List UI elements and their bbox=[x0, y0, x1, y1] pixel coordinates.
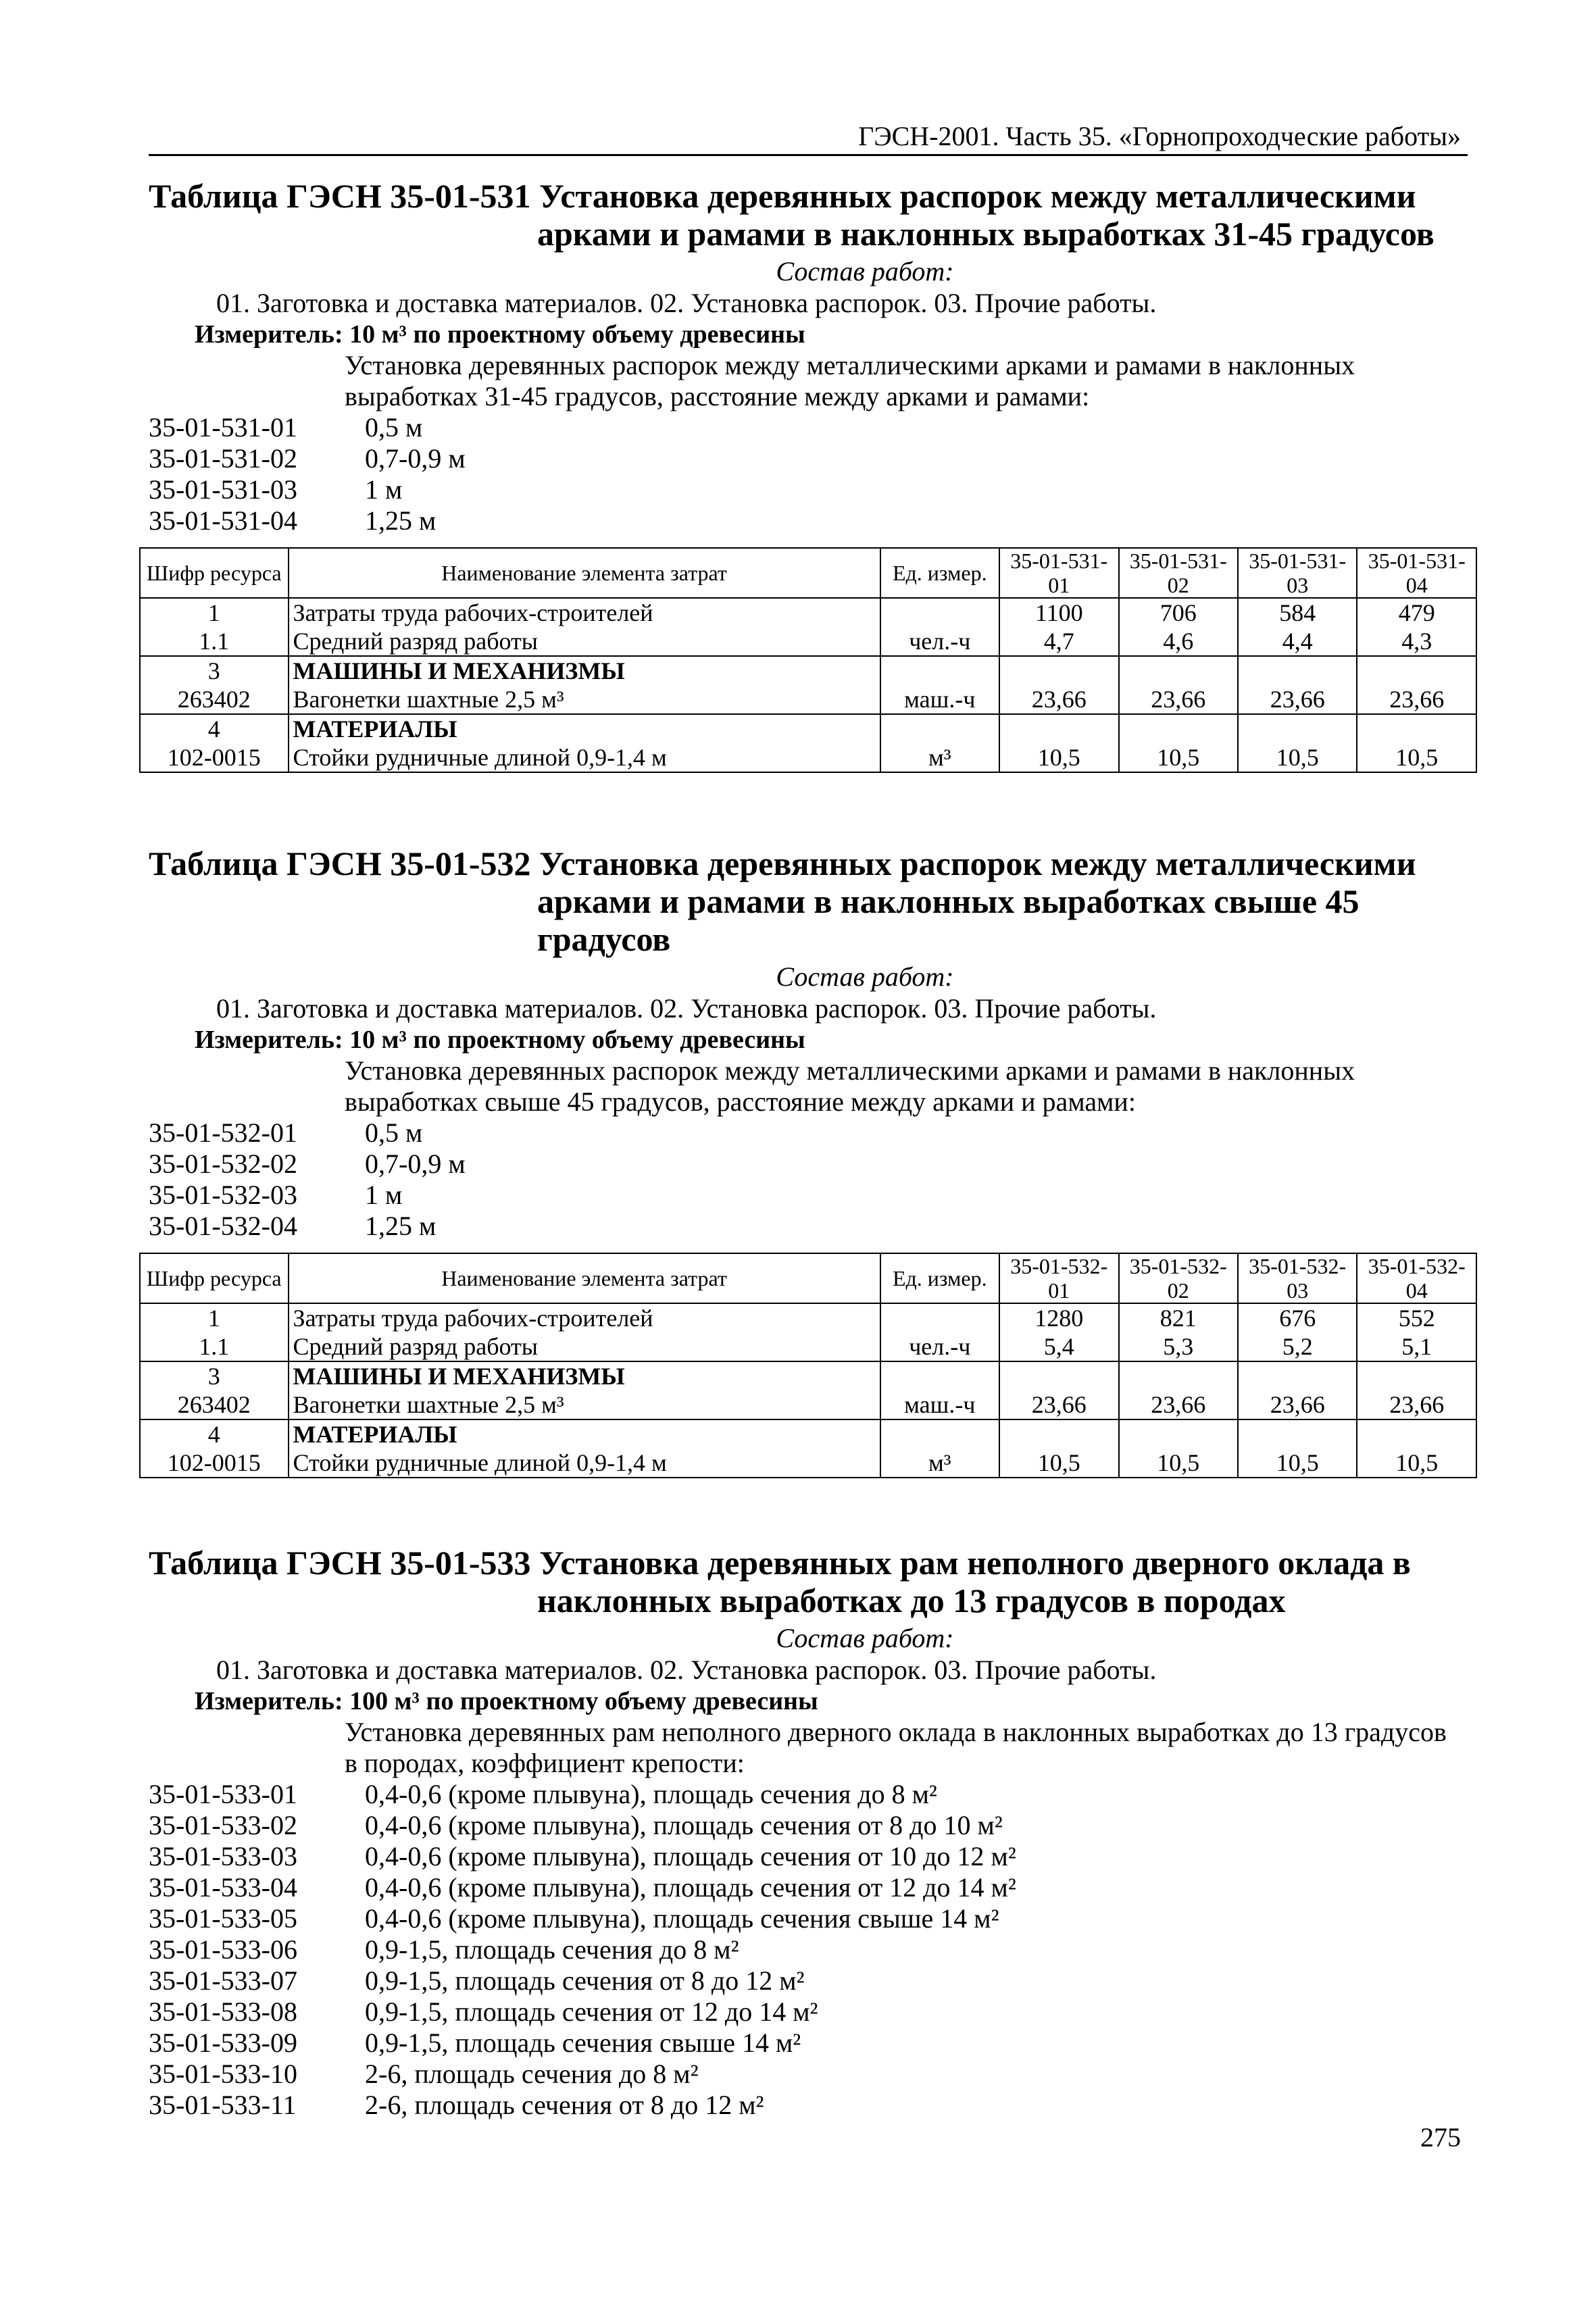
description-line: Установка деревянных рам неполного дверного оклада в наклонных выработках до 13 градусов bbox=[345, 1717, 1447, 1747]
code-number: 35-01-532-03 bbox=[149, 1180, 297, 1210]
code-number: 35-01-533-05 bbox=[149, 1903, 297, 1934]
code-row bbox=[149, 505, 1473, 536]
code-value: 0,5 м bbox=[365, 412, 423, 443]
resource-code-line: 263402 bbox=[177, 1391, 251, 1418]
section-532 bbox=[146, 845, 1473, 1478]
code-number: 35-01-533-07 bbox=[149, 1965, 297, 1996]
resource-unit bbox=[880, 656, 999, 714]
resource-value-line: 676 bbox=[1279, 1305, 1316, 1332]
code-row bbox=[149, 2028, 1473, 2059]
code-value: 0,9-1,5, площадь сечения от 8 до 12 м² bbox=[365, 1965, 805, 1996]
resource-value-line: 5,2 bbox=[1282, 1333, 1313, 1360]
code-number: 35-01-533-09 bbox=[149, 2028, 297, 2058]
resource-code-line: 263402 bbox=[177, 686, 251, 713]
table-row bbox=[140, 714, 1476, 772]
code-number: 35-01-532-01 bbox=[149, 1117, 297, 1148]
resource-value-line: 23,66 bbox=[1389, 1391, 1445, 1418]
resource-value-line: 10,5 bbox=[1157, 744, 1200, 771]
resource-unit-line: м³ bbox=[928, 1449, 951, 1476]
resource-table bbox=[139, 547, 1477, 773]
resource-code-line: 3 bbox=[207, 657, 220, 684]
resource-value bbox=[1357, 656, 1476, 714]
resource-value-line: 4,6 bbox=[1163, 628, 1194, 655]
resource-value-line: 4,3 bbox=[1401, 628, 1432, 655]
code-row bbox=[149, 1180, 1473, 1211]
code-value: 2-6, площадь сечения до 8 м² bbox=[365, 2059, 699, 2089]
code-row bbox=[149, 1841, 1473, 1872]
code-row bbox=[149, 443, 1473, 474]
resource-code bbox=[140, 1361, 289, 1419]
table-header-row bbox=[140, 548, 1476, 598]
code-row bbox=[149, 1117, 1473, 1149]
resource-name-line: Затраты труда рабочих-строителей bbox=[293, 599, 653, 626]
resource-code-line: 102-0015 bbox=[167, 744, 261, 771]
resource-code-line: 1.1 bbox=[199, 1333, 230, 1360]
code-row bbox=[149, 2090, 1473, 2121]
resource-unit bbox=[880, 1361, 999, 1419]
resource-code-line: 4 bbox=[207, 715, 220, 743]
code-number: 35-01-532-04 bbox=[149, 1211, 297, 1241]
code-number: 35-01-533-10 bbox=[149, 2059, 297, 2089]
table-row bbox=[140, 1361, 1476, 1419]
work-list: 01. Заготовка и доставка материалов. 02. Установка распорок. 03. Прочие работы. bbox=[216, 288, 1157, 318]
resource-value bbox=[1238, 656, 1357, 714]
resource-name-line: Затраты труда рабочих-строителей bbox=[293, 1305, 653, 1332]
resource-name-line: Стойки рудничные длиной 0,9-1,4 м bbox=[293, 1449, 667, 1476]
resource-unit-line: чел.-ч bbox=[909, 1333, 971, 1360]
resource-value bbox=[1357, 1303, 1476, 1361]
resource-value-line bbox=[1243, 657, 1352, 685]
title-line: арками и рамами в наклонных выработках 31-45 градусов bbox=[537, 215, 1435, 253]
resource-name bbox=[289, 714, 880, 772]
resource-value-line: 23,66 bbox=[1151, 1391, 1206, 1418]
title-line: Таблица ГЭСН 35-01-531 Установка деревянных распорок между металлическими bbox=[149, 177, 1416, 215]
resource-value-line: 1280 bbox=[1034, 1305, 1084, 1332]
code-number: 35-01-533-04 bbox=[149, 1872, 297, 1903]
description-line: Установка деревянных распорок между металлическими арками и рамами в наклонных bbox=[345, 350, 1355, 380]
code-value: 1,25 м bbox=[365, 1211, 437, 1241]
resource-value-line: 23,66 bbox=[1389, 686, 1445, 713]
running-header: ГЭСН-2001. Часть 35. «Горнопроходческие работы» bbox=[858, 121, 1461, 151]
code-row bbox=[149, 1934, 1473, 1965]
resource-table bbox=[139, 1253, 1477, 1478]
code-value: 0,4-0,6 (кроме плывуна), площадь сечения от 12 до 14 м² bbox=[365, 1872, 1016, 1903]
resource-value-line bbox=[1243, 1420, 1352, 1449]
resource-value-line bbox=[1362, 1362, 1472, 1390]
column-header: 35-01-531-02 bbox=[1119, 548, 1238, 598]
code-number: 35-01-533-03 bbox=[149, 1841, 297, 1871]
resource-unit-line: маш.-ч bbox=[904, 686, 976, 713]
code-list bbox=[149, 1779, 1473, 2121]
description-line: выработках свыше 45 градусов, расстояние между арками и рамами: bbox=[345, 1086, 1136, 1117]
header-rule bbox=[149, 154, 1468, 156]
table-header-row bbox=[140, 1253, 1476, 1303]
resource-value bbox=[1119, 1361, 1238, 1419]
resource-value bbox=[999, 598, 1118, 656]
resource-name bbox=[289, 598, 880, 656]
resource-code-line: 102-0015 bbox=[167, 1449, 261, 1476]
table-row bbox=[140, 1303, 1476, 1361]
resource-code bbox=[140, 1303, 289, 1361]
resource-name-line: МАШИНЫ И МЕХАНИЗМЫ bbox=[293, 657, 625, 684]
code-value: 0,5 м bbox=[365, 1117, 423, 1148]
column-header: Шифр ресурса bbox=[140, 1253, 289, 1303]
column-header: Наименование элемента затрат bbox=[289, 1253, 880, 1303]
resource-value bbox=[1119, 656, 1238, 714]
resource-value-line: 5,4 bbox=[1043, 1333, 1074, 1360]
resource-value-line: 10,5 bbox=[1395, 744, 1439, 771]
resource-unit-line: м³ bbox=[928, 744, 951, 771]
resource-value-line: 4,7 bbox=[1043, 628, 1074, 655]
description-line: выработках 31-45 градусов, расстояние между арками и рамами: bbox=[345, 381, 1090, 411]
column-header: 35-01-531-01 bbox=[999, 548, 1118, 598]
column-header: 35-01-532-04 bbox=[1357, 1253, 1476, 1303]
resource-value-line: 479 bbox=[1398, 599, 1435, 626]
resource-value-line bbox=[1243, 1362, 1352, 1390]
code-number: 35-01-533-11 bbox=[149, 2090, 297, 2120]
section-531 bbox=[146, 177, 1473, 773]
resource-value-line: 10,5 bbox=[1395, 1449, 1439, 1476]
resource-code-line: 1.1 bbox=[199, 628, 230, 655]
code-number: 35-01-531-01 bbox=[149, 412, 297, 443]
code-value: 0,9-1,5, площадь сечения от 12 до 14 м² bbox=[365, 1996, 818, 2027]
resource-name-line: Вагонетки шахтные 2,5 м³ bbox=[293, 1391, 564, 1418]
work-composition-label: Состав работ: bbox=[776, 1623, 954, 1653]
work-list: 01. Заготовка и доставка материалов. 02. Установка распорок. 03. Прочие работы. bbox=[216, 1655, 1157, 1685]
resource-value bbox=[1238, 1361, 1357, 1419]
resource-value bbox=[1357, 1419, 1476, 1478]
code-value: 0,4-0,6 (кроме плывуна), площадь сечения от 10 до 12 м² bbox=[365, 1841, 1016, 1871]
work-list: 01. Заготовка и доставка материалов. 02. Установка распорок. 03. Прочие работы. bbox=[216, 993, 1157, 1024]
resource-code bbox=[140, 598, 289, 656]
title-line: градусов bbox=[537, 920, 671, 958]
resource-value bbox=[999, 656, 1118, 714]
work-composition-label: Состав работ: bbox=[776, 256, 954, 286]
code-row bbox=[149, 1810, 1473, 1841]
resource-value-line: 706 bbox=[1159, 599, 1197, 626]
resource-value bbox=[1238, 598, 1357, 656]
resource-value-line bbox=[1004, 657, 1114, 685]
code-number: 35-01-533-06 bbox=[149, 1934, 297, 1965]
resource-value-line bbox=[1362, 1420, 1472, 1449]
code-number: 35-01-533-08 bbox=[149, 1996, 297, 2027]
resource-value-line bbox=[1004, 715, 1114, 743]
resource-name bbox=[289, 1419, 880, 1478]
code-row bbox=[149, 474, 1473, 505]
column-header: 35-01-532-01 bbox=[999, 1253, 1118, 1303]
resource-name-line: МАТЕРИАЛЫ bbox=[293, 1421, 457, 1448]
code-row bbox=[149, 1872, 1473, 1903]
code-value: 0,7-0,9 м bbox=[365, 443, 466, 474]
resource-value-line: 10,5 bbox=[1276, 1449, 1319, 1476]
resource-value-line: 1100 bbox=[1034, 599, 1083, 626]
resource-value bbox=[1119, 714, 1238, 772]
table-row bbox=[140, 1419, 1476, 1478]
code-number: 35-01-531-02 bbox=[149, 443, 297, 474]
resource-name-line: Вагонетки шахтные 2,5 м³ bbox=[293, 686, 564, 713]
code-row bbox=[149, 1965, 1473, 1996]
resource-value-line: 584 bbox=[1279, 599, 1316, 626]
table-row bbox=[140, 656, 1476, 714]
column-header: Ед. измер. bbox=[880, 1253, 999, 1303]
resource-value bbox=[1357, 1361, 1476, 1419]
resource-value bbox=[1357, 714, 1476, 772]
resource-value-line bbox=[1004, 1420, 1114, 1449]
resource-name bbox=[289, 656, 880, 714]
code-value: 0,7-0,9 м bbox=[365, 1149, 466, 1179]
resource-name-line: Средний разряд работы bbox=[293, 1333, 538, 1360]
code-row bbox=[149, 1996, 1473, 2028]
resource-code bbox=[140, 714, 289, 772]
code-row bbox=[149, 2059, 1473, 2090]
resource-value-line: 4,4 bbox=[1282, 628, 1313, 655]
table-title bbox=[149, 845, 1473, 958]
code-value: 0,9-1,5, площадь сечения свыше 14 м² bbox=[365, 2028, 801, 2058]
resource-value-line: 10,5 bbox=[1276, 744, 1319, 771]
column-header: 35-01-531-03 bbox=[1238, 548, 1357, 598]
resource-unit bbox=[880, 598, 999, 656]
work-composition-label: Состав работ: bbox=[776, 961, 954, 992]
resource-value bbox=[999, 1419, 1118, 1478]
table-row bbox=[140, 598, 1476, 656]
resource-value-line: 5,3 bbox=[1163, 1333, 1194, 1360]
resource-value-line bbox=[1124, 657, 1233, 685]
column-header: Ед. измер. bbox=[880, 548, 999, 598]
code-number: 35-01-531-03 bbox=[149, 474, 297, 505]
resource-value-line bbox=[1124, 1362, 1233, 1390]
resource-code-line: 1 bbox=[207, 599, 220, 626]
resource-name-line: Средний разряд работы bbox=[293, 628, 538, 655]
resource-value-line: 5,1 bbox=[1401, 1333, 1432, 1360]
title-line: Таблица ГЭСН 35-01-532 Установка деревянных распорок между металлическими bbox=[149, 845, 1416, 882]
code-list bbox=[149, 1117, 1473, 1242]
code-number: 35-01-531-04 bbox=[149, 505, 297, 536]
resource-code-line: 4 bbox=[207, 1421, 220, 1448]
code-row bbox=[149, 1903, 1473, 1934]
resource-value-line: 23,66 bbox=[1031, 686, 1087, 713]
column-header: 35-01-532-03 bbox=[1238, 1253, 1357, 1303]
title-line: арками и рамами в наклонных выработках свыше 45 bbox=[537, 882, 1360, 920]
resource-value-line bbox=[1362, 715, 1472, 743]
resource-value-line bbox=[1362, 657, 1472, 685]
resource-name-line: Стойки рудничные длиной 0,9-1,4 м bbox=[293, 744, 667, 771]
description-line: Установка деревянных распорок между металлическими арками и рамами в наклонных bbox=[345, 1055, 1355, 1086]
resource-unit-line: маш.-ч bbox=[904, 1391, 976, 1418]
table-title bbox=[149, 177, 1473, 253]
resource-value bbox=[999, 1361, 1118, 1419]
code-value: 0,4-0,6 (кроме плывуна), площадь сечения до 8 м² bbox=[365, 1779, 937, 1809]
code-row bbox=[149, 1149, 1473, 1180]
code-number: 35-01-533-02 bbox=[149, 1810, 297, 1840]
resource-unit bbox=[880, 1303, 999, 1361]
table-title bbox=[149, 1544, 1473, 1619]
section-533 bbox=[149, 1544, 1473, 2121]
resource-value bbox=[1238, 1303, 1357, 1361]
description-line: в породах, коэффициент крепости: bbox=[345, 1748, 745, 1778]
resource-name bbox=[289, 1303, 880, 1361]
measure-unit: Измеритель: 10 м³ по проектному объему древесины bbox=[195, 1026, 805, 1054]
resource-value-line bbox=[1243, 715, 1352, 743]
resource-code bbox=[140, 656, 289, 714]
resource-unit-line: чел.-ч bbox=[909, 628, 971, 655]
code-row bbox=[149, 1779, 1473, 1810]
resource-name-line: МАШИНЫ И МЕХАНИЗМЫ bbox=[293, 1363, 625, 1390]
resource-value bbox=[1238, 714, 1357, 772]
column-header: Наименование элемента затрат bbox=[289, 548, 880, 598]
code-value: 1,25 м bbox=[365, 505, 437, 536]
column-header: 35-01-531-04 bbox=[1357, 548, 1476, 598]
page-number: 275 bbox=[1420, 2122, 1461, 2153]
resource-code-line: 1 bbox=[207, 1305, 220, 1332]
resource-unit bbox=[880, 1419, 999, 1478]
resource-value bbox=[1119, 1303, 1238, 1361]
title-line: Таблица ГЭСН 35-01-533 Установка деревянных рам неполного дверного оклада в bbox=[149, 1544, 1411, 1582]
resource-value bbox=[1119, 598, 1238, 656]
code-number: 35-01-533-01 bbox=[149, 1779, 297, 1809]
code-list bbox=[149, 412, 1473, 536]
code-value: 1 м bbox=[365, 474, 403, 505]
measure-unit: Измеритель: 10 м³ по проектному объему древесины bbox=[195, 320, 805, 349]
resource-code-line: 3 bbox=[207, 1363, 220, 1390]
resource-value bbox=[1357, 598, 1476, 656]
code-value: 1 м bbox=[365, 1180, 403, 1210]
resource-code bbox=[140, 1419, 289, 1478]
resource-value-line: 552 bbox=[1398, 1305, 1435, 1332]
resource-value-line: 23,66 bbox=[1270, 686, 1325, 713]
code-value: 2-6, площадь сечения от 8 до 12 м² bbox=[365, 2090, 764, 2120]
resource-name bbox=[289, 1361, 880, 1419]
resource-value-line bbox=[1004, 1362, 1114, 1390]
resource-value-line: 10,5 bbox=[1037, 1449, 1080, 1476]
resource-name-line: МАТЕРИАЛЫ bbox=[293, 715, 457, 743]
resource-value-line: 10,5 bbox=[1157, 1449, 1200, 1476]
column-header: Шифр ресурса bbox=[140, 548, 289, 598]
code-value: 0,9-1,5, площадь сечения до 8 м² bbox=[365, 1934, 739, 1965]
resource-value bbox=[999, 714, 1118, 772]
resource-value-line: 10,5 bbox=[1037, 744, 1080, 771]
resource-value-line: 821 bbox=[1159, 1305, 1197, 1332]
resource-value bbox=[999, 1303, 1118, 1361]
resource-value-line bbox=[1124, 1420, 1233, 1449]
resource-value bbox=[1238, 1419, 1357, 1478]
code-number: 35-01-532-02 bbox=[149, 1149, 297, 1179]
title-line: наклонных выработках до 13 градусов в породах bbox=[537, 1582, 1286, 1619]
resource-value bbox=[1119, 1419, 1238, 1478]
resource-unit bbox=[880, 714, 999, 772]
measure-unit: Измеритель: 100 м³ по проектному объему древесины bbox=[195, 1687, 818, 1715]
resource-value-line: 23,66 bbox=[1151, 686, 1206, 713]
column-header: 35-01-532-02 bbox=[1119, 1253, 1238, 1303]
resource-value-line: 23,66 bbox=[1270, 1391, 1325, 1418]
code-row bbox=[149, 412, 1473, 443]
code-value: 0,4-0,6 (кроме плывуна), площадь сечения свыше 14 м² bbox=[365, 1903, 999, 1934]
resource-value-line bbox=[1124, 715, 1233, 743]
code-value: 0,4-0,6 (кроме плывуна), площадь сечения от 8 до 10 м² bbox=[365, 1810, 1003, 1840]
code-row bbox=[149, 1211, 1473, 1242]
resource-value-line: 23,66 bbox=[1031, 1391, 1087, 1418]
